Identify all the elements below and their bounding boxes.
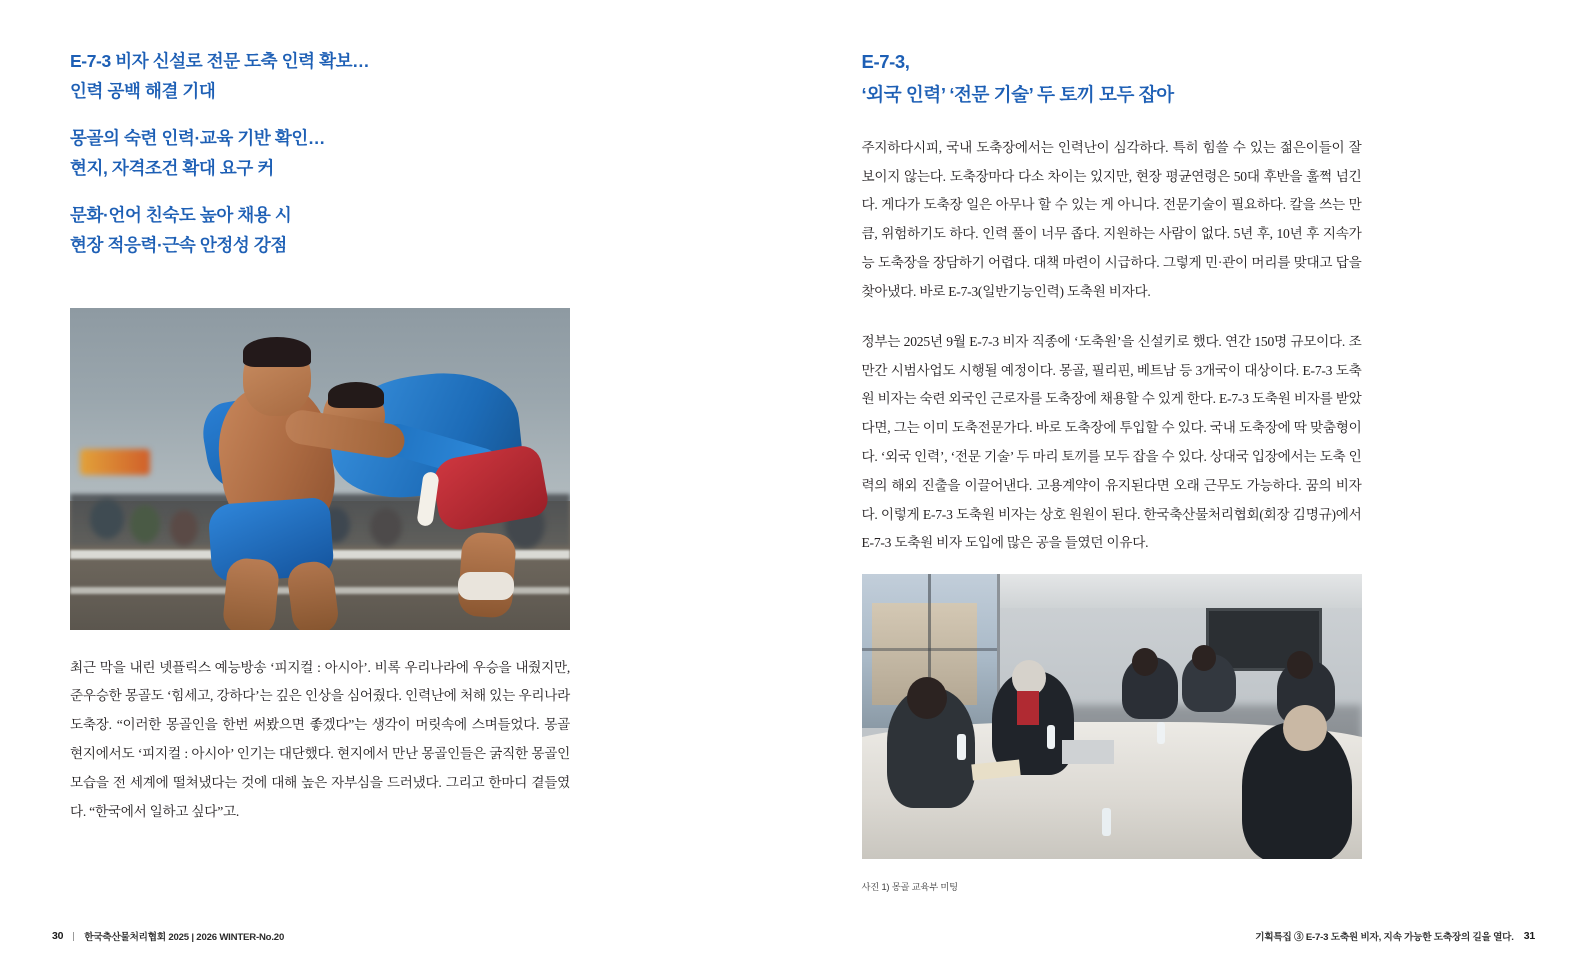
photo-laptop — [1062, 740, 1114, 764]
left-page-footer — [52, 929, 284, 943]
headline-group-right — [862, 46, 1518, 112]
photo-spectator — [170, 510, 198, 546]
left-headline-block — [70, 0, 726, 261]
headline-line: ‘외국 인력’ ‘전문 기술’ 두 토끼 모두 잡아 — [861, 83, 1174, 105]
photo-water-bottle — [957, 734, 966, 760]
photo-spectator — [130, 505, 160, 543]
photo-person-head — [907, 677, 947, 719]
headline-line: 몽골의 숙련 인력·교육 기반 확인… — [70, 128, 325, 149]
photo-caption: 사진 1) 몽골 교육부 미팅 — [861, 882, 958, 892]
headline-group-1 — [70, 46, 726, 106]
folio-number: 31 — [1523, 930, 1535, 942]
photo-person-head — [1287, 651, 1313, 679]
footer-divider — [73, 932, 74, 941]
photo-water-bottle — [1047, 725, 1055, 749]
footer-label: 기획특집 ③ E-7-3 도축원 비자, 지속 가능한 도축장의 길을 열다. — [1255, 932, 1514, 943]
photo-flag — [80, 449, 150, 475]
right-wrestler-knee-pad — [458, 572, 514, 600]
footer-label: 한국축산물처리협회 2025 | 2026 WINTER-No.20 — [84, 932, 285, 943]
photo-person-tie — [1017, 691, 1039, 725]
meeting-photo — [862, 574, 1362, 859]
left-wrestler-hair — [243, 337, 311, 367]
wrestlers-photo — [70, 308, 570, 630]
headline-group-2 — [70, 123, 726, 183]
photo-ceiling — [997, 574, 1362, 608]
photo-water-bottle — [1102, 808, 1111, 836]
headline-line: 현지, 자격조건 확대 요구 커 — [70, 158, 274, 179]
photo-person-head — [1132, 648, 1158, 676]
headline-line: E-7-3 비자 신설로 전문 도축 인력 확보… — [70, 51, 370, 71]
photo-spectator — [370, 508, 402, 546]
headline-line: E-7-3, — [861, 51, 910, 72]
paragraph: 정부는 2025년 9월 E-7-3 비자 직종에 ‘도축원’을 신설키로 했다. 연간 150명 규모이다. 조만간 시범사업도 시행될 예정이다. 몽골, 필리핀, 베트남 등 3개국이 대상이다. E-7-3 도축원 비자는 숙련 외국인 근로자를 도축장에 채용할 수 있게 한다. E-7-3 도축원 비자를 받았다면, 그는 이미 도축전문가다. 바로 도축장에 투입할 수 있다. 국내 도축장에 딱 맞춤형이다. ‘외국 인력’, ‘전문 기술’ 두 마리 토끼를 모두 잡을 수 있다. 상대국 입장에서는 도축 인력의 해외 진출을 이끌어낸다. 고용계약이 유지된다면 오래 근무도 가능하다. 꿈의 비자다. 이렇게 E-7-3 도축원 비자는 상호 원원이 된다. 한국축산물처리협회(회장 김명규)에서 E-7-3 도축원 비자 도입에 많은 공을 들였던 이유다. — [861, 333, 1362, 551]
folio-number: 30 — [52, 930, 64, 942]
left-body-text — [70, 654, 570, 827]
paragraph: 주지하다시피, 국내 도축장에서는 인력난이 심각하다. 특히 힘쓸 수 있는 젊은이들이 잘 보이지 않는다. 도축장마다 다소 차이는 있지만, 현장 평균연령은 50대 후반을 훌쩍 넘긴다. 게다가 도축장 일은 아무나 할 수 있는 게 아니다. 전문기술이 필요하다. 칼을 쓰는 만큼, 위험하기도 하다. 인력 풀이 너무 좁다. 지원하는 사람이 없다. 5년 후, 10년 후 지속가능 도축장을 장담하기 어렵다. 대책 마련이 시급하다. 그렇게 민·관이 머리를 맞대고 답을 찾아냈다. 바로 E-7-3(일반기능인력) 도축원 비자다. — [861, 139, 1362, 299]
photo-caption-row — [862, 870, 1012, 893]
photo-person-head — [1283, 705, 1327, 751]
photo-person-head — [1192, 645, 1216, 671]
headline-group-3 — [70, 200, 726, 260]
right-body-text — [862, 134, 1362, 558]
headline-line: 문화·언어 친숙도 높아 채용 시 — [70, 205, 292, 226]
right-headline-block — [862, 0, 1518, 112]
right-page-footer — [1255, 929, 1535, 943]
headline-line: 현장 적응력·근속 안정성 강점 — [70, 235, 287, 256]
headline-line: 인력 공백 해결 기대 — [70, 81, 216, 102]
photo-water-bottle — [1157, 722, 1165, 744]
left-wrestler-leg — [222, 557, 280, 630]
paragraph: 최근 막을 내린 넷플릭스 예능방송 ‘피지컬 : 아시아’. 비록 우리나라에 우승을 내줬지만, 준우승한 몽골도 ‘힘세고, 강하다’는 깊은 인상을 심어줬다. 인력난에 처해 있는 우리나라 도축장. “이러한 몽골인을 한번 써봤으면 좋겠다”는 생각이 머릿속에 스며들었다. 몽골 현지에서도 ‘피지컬 : 아시아’ 인기는 대단했다. 현지에서 만난 몽골인들은 굵직한 몽골인 모습을 전 세계에 떨쳐냈다는 것에 대해 높은 자부심을 드러냈다. 그리고 한마디 곁들였다. “한국에서 일하고 싶다”고. — [70, 659, 570, 819]
right-page — [794, 0, 1587, 971]
right-wrestler-hair — [328, 382, 384, 408]
